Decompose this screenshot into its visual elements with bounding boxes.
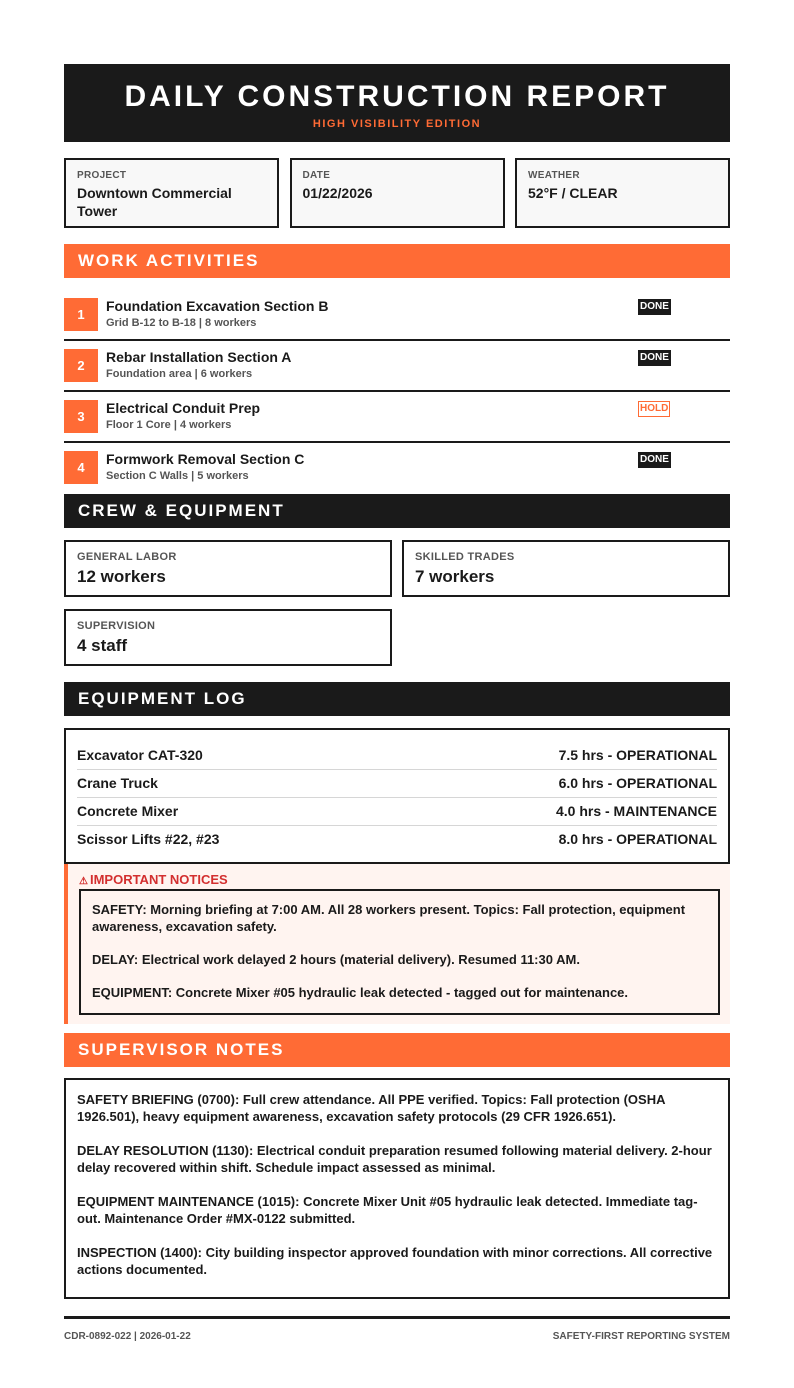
important-notices [64,864,730,1024]
activity-item [64,290,730,341]
warning-icon: ⚠ [79,876,88,887]
crew-value: 12 workers [77,567,166,586]
notices-title [79,872,720,887]
project-box [64,158,279,228]
equipment-name: Crane Truck [77,775,158,791]
activity-details: Foundation area | 6 workers [106,368,253,380]
date-value: 01/22/2026 [302,185,373,201]
crew-grid [64,540,730,678]
report-subtitle: HIGH VISIBILITY EDITION [312,118,482,130]
activity-number: 3 [64,400,98,433]
equipment-name: Concrete Mixer [77,803,179,819]
work-activities-list [64,290,730,494]
crew-value: 4 staff [77,636,128,655]
activity-name: Rebar Installation Section A [106,349,292,365]
activity-details: Grid B-12 to B-18 | 8 workers [106,317,257,329]
supervisor-notes-heading: SUPERVISOR NOTES [64,1033,730,1067]
crew-value: 7 workers [415,567,495,586]
activity-number: 2 [64,349,98,382]
report-header [64,64,730,142]
general-labor-box [64,540,392,597]
status-badge: DONE [638,350,671,366]
equipment-status: 8.0 hrs - OPERATIONAL [558,831,717,847]
note-item: EQUIPMENT MAINTENANCE (1015): Concrete Mixer Unit #05 hydraulic leak detected. Immediate tag-out. Maintenance Order #MX-0122 submitted. [77,1194,698,1226]
activity-name: Formwork Removal Section C [106,451,305,467]
activity-item [64,443,730,494]
activity-number: 4 [64,451,98,484]
activity-item [64,392,730,443]
supervision-box [64,609,392,666]
report-id: CDR-0892-022 | 2026-01-22 [64,1331,191,1342]
report-page [64,64,730,1342]
activity-item [64,341,730,392]
equipment-name: Scissor Lifts #22, #23 [77,831,220,847]
weather-label: WEATHER [528,170,580,181]
notice-item: DELAY: Electrical work delayed 2 hours (material delivery). Resumed 11:30 AM. [92,952,580,967]
activity-name: Electrical Conduit Prep [106,400,261,416]
equipment-row [77,826,717,854]
notice-item: SAFETY: Morning briefing at 7:00 AM. All 28 workers present. Topics: Fall protection, equipment awareness, excavation safety. [92,902,686,934]
project-label: PROJECT [77,170,127,181]
notice-item: EQUIPMENT: Concrete Mixer #05 hydraulic leak detected - tagged out for maintenance. [92,985,629,1000]
notices-title-text: IMPORTANT NOTICES [89,872,228,887]
work-activities-heading: WORK ACTIVITIES [64,244,730,278]
activity-number: 1 [64,298,98,331]
equipment-log [64,728,730,864]
note-item: SAFETY BRIEFING (0700): Full crew attendance. All PPE verified. Topics: Fall protection (OSHA 1926.501), heavy equipment awareness, excavation safety protocols (29 CFR 1926.651). [77,1092,665,1124]
equipment-row [77,770,717,798]
equipment-name: Excavator CAT-320 [77,747,203,763]
activity-name: Foundation Excavation Section B [106,298,329,314]
status-badge: DONE [638,452,671,468]
crew-label: SUPERVISION [77,620,156,632]
project-value: Downtown Commercial Tower [77,185,232,219]
supervisor-notes [64,1078,730,1299]
activity-details: Section C Walls | 5 workers [106,470,249,482]
status-badge: HOLD [638,401,670,417]
report-footer [64,1316,730,1342]
date-box [290,158,505,228]
activity-details: Floor 1 Core | 4 workers [106,419,232,431]
skilled-trades-box [402,540,730,597]
report-title: DAILY CONSTRUCTION REPORT [124,80,670,113]
equipment-status: 6.0 hrs - OPERATIONAL [558,775,717,791]
equipment-log-heading: EQUIPMENT LOG [64,682,730,716]
note-item: DELAY RESOLUTION (1130): Electrical conduit preparation resumed following material delivery. 2-hour delay recovered within shift. Schedule impact assessed as minimal. [77,1143,712,1175]
equipment-row [77,798,717,826]
equipment-status: 7.5 hrs - OPERATIONAL [558,747,717,763]
project-info-row [64,158,730,228]
weather-value: 52°F / CLEAR [528,185,618,201]
system-name: SAFETY-FIRST REPORTING SYSTEM [552,1331,730,1342]
date-label: DATE [302,170,331,181]
notices-box [79,889,720,1015]
status-badge: DONE [638,299,671,315]
weather-box [515,158,730,228]
crew-label: SKILLED TRADES [415,551,515,563]
crew-equipment-heading: CREW & EQUIPMENT [64,494,730,528]
equipment-status: 4.0 hrs - MAINTENANCE [555,803,717,819]
note-item: INSPECTION (1400): City building inspector approved foundation with minor corrections. All corrective actions documented. [77,1245,713,1277]
crew-label: GENERAL LABOR [77,551,177,563]
equipment-row [77,742,717,770]
